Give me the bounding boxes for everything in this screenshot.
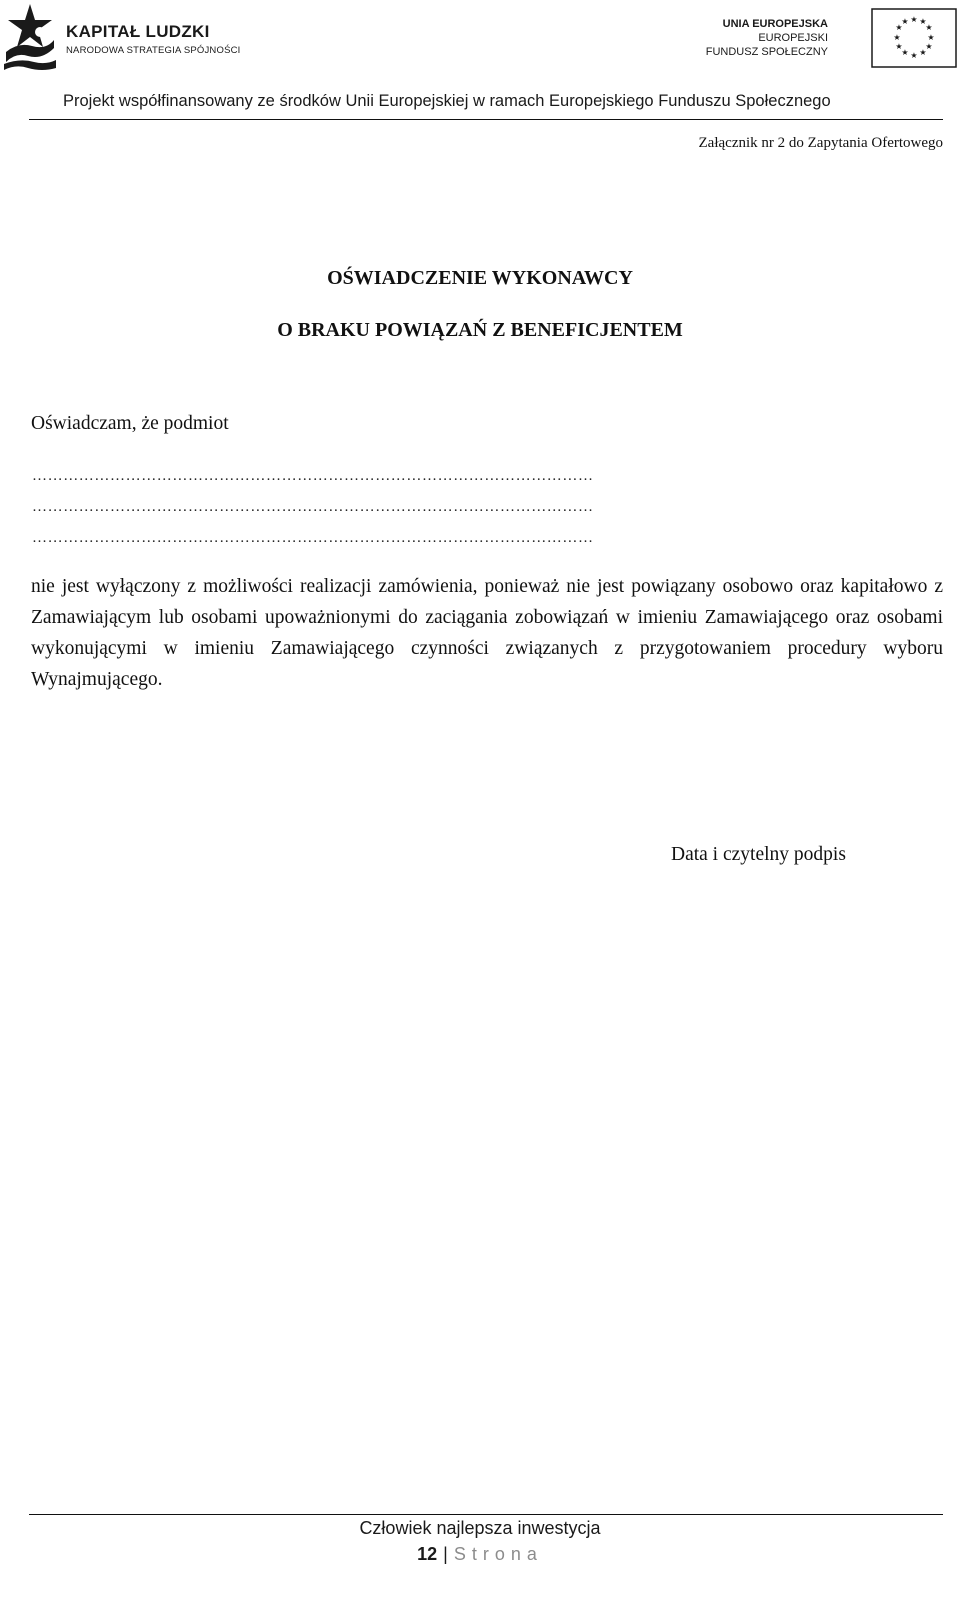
declaration-intro: Oświadczam, że podmiot: [31, 413, 229, 434]
svg-text:★: ★: [925, 23, 933, 32]
declaration-body: nie jest wyłączony z możliwości realizacji zamówienia, ponieważ nie jest powiązany osobowo oraz kapitałowo z Zamawiającym lub osobami upoważnionymi do zaciągania zobowiązań w imieniu Zamawiającego oraz osobami wykonującymi w imieniu Zamawiającego czynności związanych z przygotowaniem procedury wyboru Wynajmującego.: [31, 576, 943, 690]
footer-divider: [29, 1514, 943, 1515]
kapital-ludzki-title: KAPITAŁ LUDZKI: [66, 22, 210, 41]
svg-text:★: ★: [919, 17, 927, 26]
document-subtitle: O BRAKU POWIĄZAŃ Z BENEFICJENTEM: [277, 319, 683, 341]
blank-line-3: ………………………………………………………………………………………………: [32, 530, 594, 546]
footer-page-indicator: [0, 1544, 960, 1565]
page-word: Strona: [453, 1544, 543, 1564]
svg-text:★: ★: [895, 23, 903, 32]
eu-fund-label: [706, 17, 828, 59]
eu-line-1: UNIA EUROPEJSKA: [722, 18, 828, 30]
eu-line-3: FUNDUSZ SPOŁECZNY: [705, 46, 828, 58]
svg-text:★: ★: [901, 48, 909, 57]
svg-text:★: ★: [910, 15, 918, 24]
svg-text:★: ★: [893, 33, 901, 42]
annex-label: Załącznik nr 2 do Zapytania Ofertowego: [698, 135, 943, 151]
eu-line-2: EUROPEJSKI: [758, 32, 828, 44]
page-separator: |: [443, 1544, 448, 1564]
blank-line-2: ………………………………………………………………………………………………: [32, 499, 594, 515]
footer-slogan: Człowiek najlepsza inwestycja: [359, 1518, 601, 1538]
page-header: [0, 0, 960, 120]
svg-text:★: ★: [901, 17, 909, 26]
kapital-ludzki-subtitle: NARODOWA STRATEGIA SPÓJNOŚCI: [66, 45, 241, 56]
eu-flag-icon: [871, 8, 957, 68]
svg-text:★: ★: [927, 33, 935, 42]
header-divider: [29, 119, 943, 120]
signature-label: Data i czytelny podpis: [671, 844, 846, 865]
document-title: OŚWIADCZENIE WYKONAWCY: [327, 267, 633, 289]
svg-text:★: ★: [919, 48, 927, 57]
kapital-ludzki-logo-icon: [2, 2, 58, 72]
project-cofinancing-line: Projekt współfinansowany ze środków Unii Europejskiej w ramach Europejskiego Funduszu Społecznego: [63, 92, 831, 110]
page-number: 12: [417, 1544, 438, 1564]
svg-text:★: ★: [895, 42, 903, 51]
svg-text:★: ★: [910, 51, 918, 60]
blank-line-1: ………………………………………………………………………………………………: [32, 468, 594, 484]
svg-text:★: ★: [925, 42, 933, 51]
